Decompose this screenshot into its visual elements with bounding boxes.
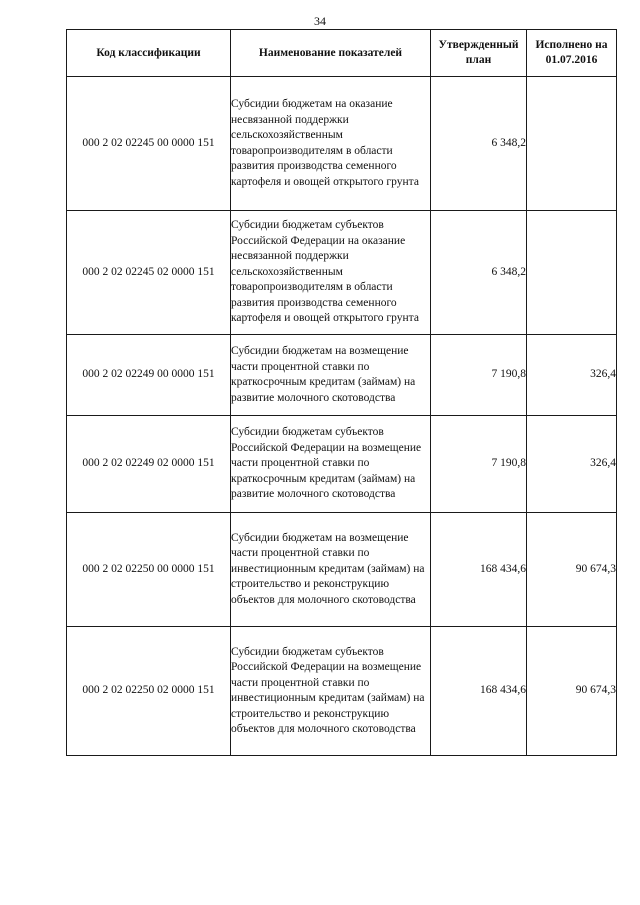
approved-plan: 168 434,6 <box>431 513 527 627</box>
table-row <box>67 627 617 756</box>
classification-code: 000 2 02 02249 02 0000 151 <box>67 416 231 513</box>
indicator-name: Субсидии бюджетам на оказание несвязанной поддержки сельскохозяйственным товаропроизводителям в области развития производства семенного картофеля и овощей открытого грунта <box>231 77 431 211</box>
classification-code: 000 2 02 02249 00 0000 151 <box>67 335 231 416</box>
approved-plan: 7 190,8 <box>431 335 527 416</box>
indicator-name: Субсидии бюджетам субъектов Российской Федерации на возмещение части процентной ставки по краткосрочным кредитам (займам) на развитие молочного скотоводства <box>231 416 431 513</box>
executed-value: 90 674,3 <box>527 513 617 627</box>
executed-value <box>527 211 617 335</box>
executed-value: 326,4 <box>527 416 617 513</box>
header-code: Код классификации <box>67 30 231 77</box>
executed-value: 90 674,3 <box>527 627 617 756</box>
approved-plan: 7 190,8 <box>431 416 527 513</box>
classification-code: 000 2 02 02250 02 0000 151 <box>67 627 231 756</box>
indicator-name: Субсидии бюджетам на возмещение части процентной ставки по инвестиционным кредитам (займам) на строительство и реконструкцию объектов для молочного скотоводства <box>231 513 431 627</box>
approved-plan: 6 348,2 <box>431 77 527 211</box>
classification-code: 000 2 02 02245 02 0000 151 <box>67 211 231 335</box>
page-number: 34 <box>314 14 326 28</box>
table-header-row <box>67 30 617 77</box>
table-row <box>67 335 617 416</box>
executed-value: 326,4 <box>527 335 617 416</box>
table-row <box>67 416 617 513</box>
budget-table <box>66 29 617 756</box>
indicator-name: Субсидии бюджетам субъектов Российской Федерации на оказание несвязанной поддержки сельскохозяйственным товаропроизводителям в области развития производства семенного картофеля и овощей открытого грунта <box>231 211 431 335</box>
executed-value <box>527 77 617 211</box>
approved-plan: 168 434,6 <box>431 627 527 756</box>
classification-code: 000 2 02 02250 00 0000 151 <box>67 513 231 627</box>
header-done: Исполнено на 01.07.2016 <box>527 30 617 77</box>
table-row <box>67 77 617 211</box>
indicator-name: Субсидии бюджетам на возмещение части процентной ставки по краткосрочным кредитам (займам) на развитие молочного скотоводства <box>231 335 431 416</box>
header-plan: Утвержденный план <box>431 30 527 77</box>
table-row <box>67 513 617 627</box>
classification-code: 000 2 02 02245 00 0000 151 <box>67 77 231 211</box>
approved-plan: 6 348,2 <box>431 211 527 335</box>
table-row <box>67 211 617 335</box>
indicator-name: Субсидии бюджетам субъектов Российской Федерации на возмещение части процентной ставки по инвестиционным кредитам (займам) на строительство и реконструкцию объектов для молочного скотоводства <box>231 627 431 756</box>
header-name: Наименование показателей <box>231 30 431 77</box>
